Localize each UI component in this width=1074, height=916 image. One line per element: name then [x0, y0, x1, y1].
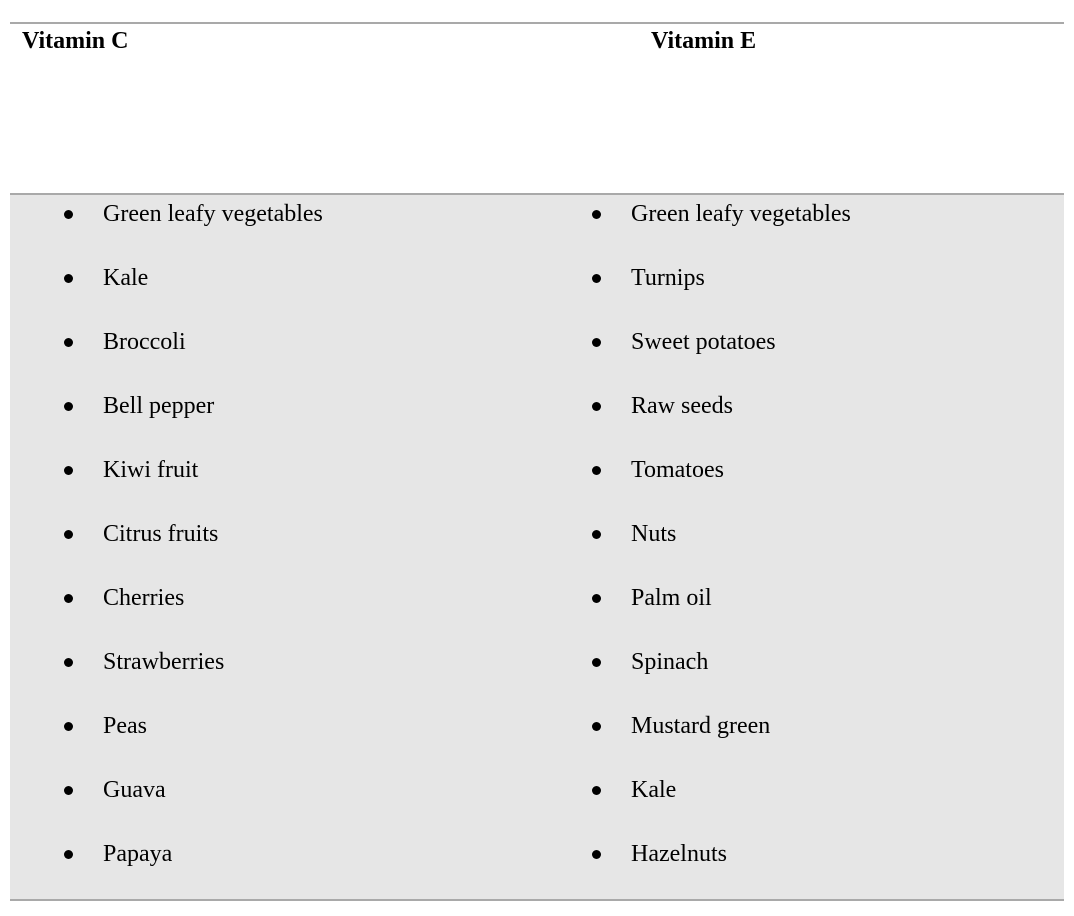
- bullet-icon: [592, 274, 601, 283]
- list-item-label: Palm oil: [631, 585, 712, 611]
- list-item-label: Citrus fruits: [103, 521, 219, 547]
- header-vitamin-e: Vitamin E: [651, 28, 757, 54]
- list-item-label: Sweet potatoes: [631, 329, 776, 355]
- bullet-icon: [64, 402, 73, 411]
- list-item-label: Cherries: [103, 585, 185, 611]
- bullet-icon: [64, 530, 73, 539]
- list-item-label: Kiwi fruit: [103, 457, 199, 483]
- bullet-icon: [592, 658, 601, 667]
- list-item-label: Papaya: [103, 841, 173, 867]
- list-item-label: Strawberries: [103, 649, 225, 675]
- list-item-label: Hazelnuts: [631, 841, 727, 867]
- list-item-label: Broccoli: [103, 329, 186, 355]
- list-item-label: Peas: [103, 713, 147, 739]
- list-item-label: Kale: [631, 777, 677, 803]
- vitamin-sources-table: [10, 22, 1064, 902]
- table-body-row: [10, 195, 1064, 899]
- bullet-icon: [64, 722, 73, 731]
- list-item-label: Turnips: [631, 265, 705, 291]
- bullet-icon: [64, 338, 73, 347]
- bullet-icon: [592, 338, 601, 347]
- bullet-icon: [64, 274, 73, 283]
- table-header-row: [10, 24, 1064, 193]
- bullet-icon: [592, 594, 601, 603]
- bullet-icon: [592, 466, 601, 475]
- list-item-label: Tomatoes: [631, 457, 724, 483]
- bullet-icon: [592, 402, 601, 411]
- list-item-label: Green leafy vegetables: [631, 201, 851, 227]
- bullet-icon: [64, 658, 73, 667]
- bullet-icon: [592, 850, 601, 859]
- bullet-icon: [64, 786, 73, 795]
- list-item-label: Spinach: [631, 649, 709, 675]
- list-item-label: Bell pepper: [103, 393, 215, 419]
- bullet-icon: [592, 530, 601, 539]
- bullet-icon: [64, 466, 73, 475]
- bullet-icon: [64, 594, 73, 603]
- list-item-label: Guava: [103, 777, 166, 803]
- bullet-icon: [64, 850, 73, 859]
- list-item-label: Green leafy vegetables: [103, 201, 323, 227]
- bullet-icon: [64, 210, 73, 219]
- list-item-label: Mustard green: [631, 713, 771, 739]
- bullet-icon: [592, 786, 601, 795]
- header-vitamin-c: Vitamin C: [22, 28, 129, 54]
- bullet-icon: [592, 210, 601, 219]
- list-item-label: Raw seeds: [631, 393, 733, 419]
- list-item-label: Nuts: [631, 521, 677, 547]
- table-bottom-rule: [10, 899, 1064, 901]
- bullet-icon: [592, 722, 601, 731]
- list-item-label: Kale: [103, 265, 149, 291]
